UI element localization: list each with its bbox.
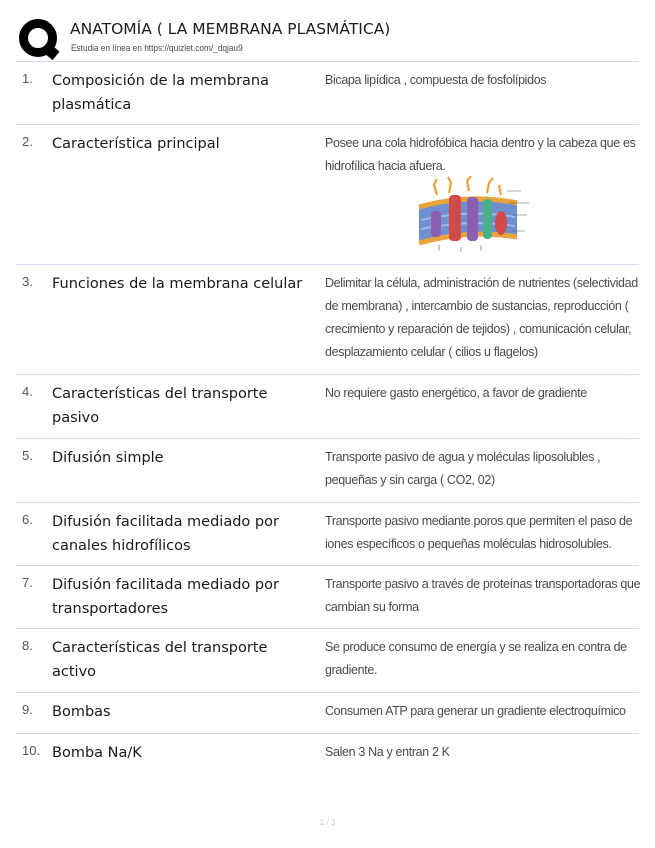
row-number: 10. <box>22 743 41 758</box>
term: Característica principal <box>52 136 220 152</box>
definition: No requiere gasto energético, a favor de gradiente <box>325 386 587 400</box>
term: Bomba Na/K <box>52 745 142 761</box>
flashcard-row <box>16 61 639 124</box>
flashcard-row <box>16 733 639 773</box>
term: Difusión facilitada mediado por transportadores <box>52 577 279 617</box>
definition: Bicapa lipídica , compuesta de fosfolípidos <box>325 73 547 87</box>
term: Difusión facilitada mediado por canales hidrofílicos <box>52 514 279 554</box>
flashcard-row <box>16 565 639 628</box>
definition: Transporte pasivo de agua y moléculas liposolubles , pequeñas y sin carga ( CO2, 02) <box>325 450 601 487</box>
row-number: 1. <box>22 71 33 86</box>
row-number: 8. <box>22 638 33 653</box>
document-source-link[interactable]: Estudia en línea en https://quizlet.com/_dqjau9 <box>71 43 243 53</box>
definition: Posee una cola hidrofóbica hacia dentro y la cabeza que es hidrofílica hacia afuera. <box>325 136 636 173</box>
term: Características del transporte activo <box>52 640 268 680</box>
term: Difusión simple <box>52 450 164 466</box>
term: Composición de la membrana plasmática <box>52 73 270 113</box>
document-title: ANATOMÍA ( LA MEMBRANA PLASMÁTICA) <box>70 20 391 38</box>
definition: Se produce consumo de energía y se realiza en contra de gradiente. <box>325 640 627 677</box>
flashcard-row <box>16 502 639 565</box>
row-number: 2. <box>22 134 33 149</box>
row-number: 6. <box>22 512 33 527</box>
term: Funciones de la membrana celular <box>52 276 303 292</box>
page-number: 1 / 3 <box>319 818 336 827</box>
definition: Transporte pasivo mediante poros que permiten el paso de iones específicos o pequeñas moléculas hidrosolubles. <box>325 514 633 551</box>
definition: Salen 3 Na y entran 2 K <box>325 745 450 759</box>
flashcard-row <box>16 438 639 502</box>
definition: Transporte pasivo a través de proteínas transportadoras que cambian su forma <box>325 577 641 614</box>
flashcard-row <box>16 124 639 264</box>
row-number: 4. <box>22 384 33 399</box>
definition: Delimitar la célula, administración de nutrientes (selectividad de membrana) , intercambio de sustancias, reproducción ( crecimiento y reparación de tejidos) , comunicación celular, desplazamiento celular ( cilios u flagelos) <box>325 276 638 359</box>
flashcard-row <box>16 692 639 733</box>
term: Características del transporte pasivo <box>52 386 268 426</box>
row-number: 3. <box>22 274 33 289</box>
term: Bombas <box>52 704 111 720</box>
plasma-membrane-diagram-icon <box>409 173 533 253</box>
definition: Consumen ATP para generar un gradiente electroquímico <box>325 704 626 718</box>
row-number: 7. <box>22 575 33 590</box>
flashcard-row <box>16 628 639 692</box>
flashcard-row <box>16 264 639 374</box>
document-header <box>16 14 641 62</box>
row-number: 9. <box>22 702 33 717</box>
quizlet-logo-icon <box>18 18 60 60</box>
flashcard-list <box>16 61 639 773</box>
flashcard-row <box>16 374 639 438</box>
row-number: 5. <box>22 448 33 463</box>
